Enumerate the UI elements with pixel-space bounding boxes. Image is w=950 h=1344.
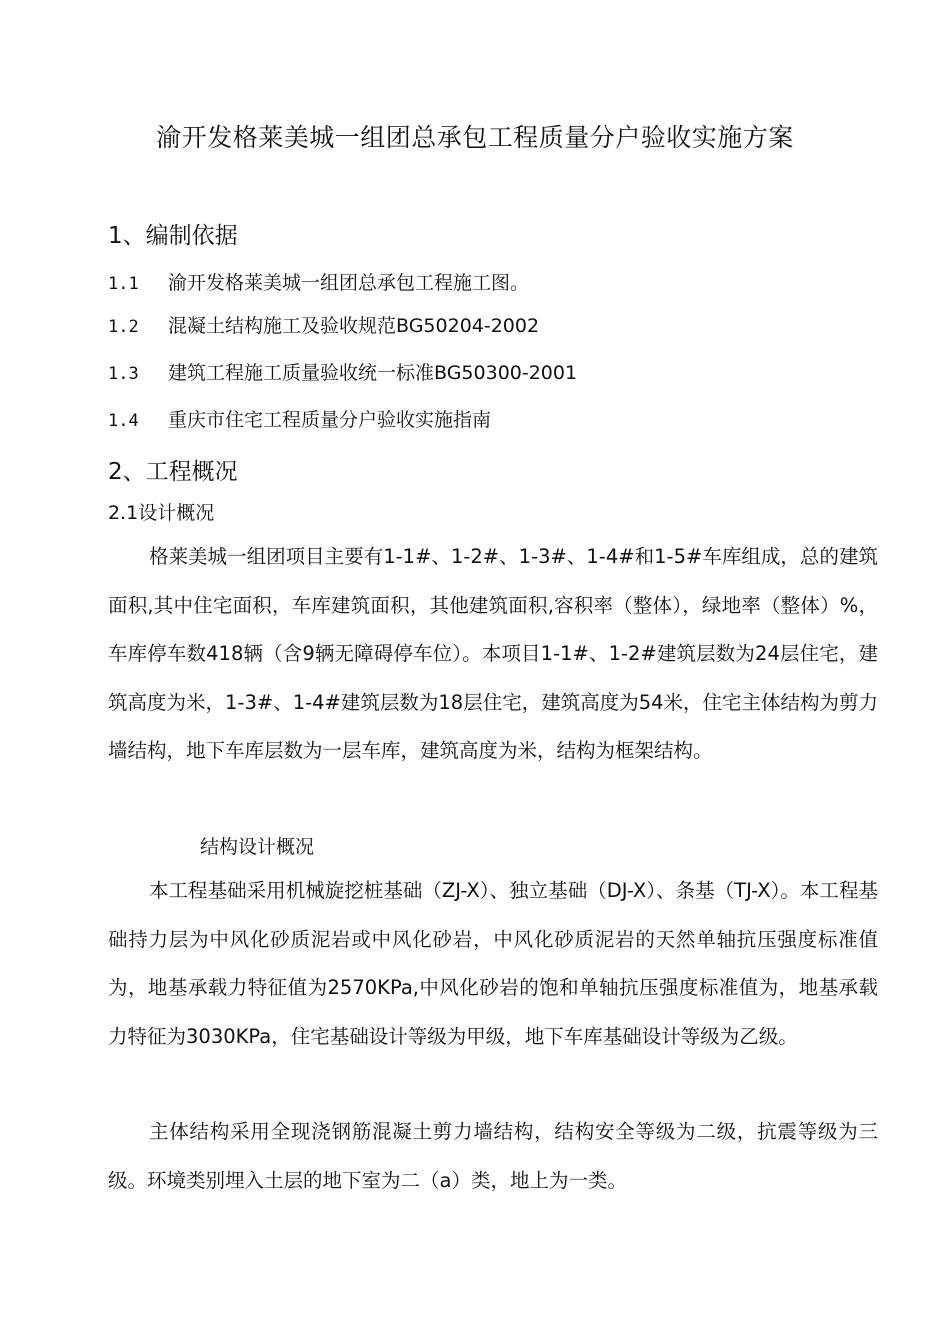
basis-item: [108, 268, 529, 295]
section-heading-basis: 1、编制依据: [108, 223, 238, 249]
subsection-heading-structure: 结构设计概况: [200, 836, 315, 858]
paragraph-main-structure: 主体结构采用全现浇钢筋混凝土剪力墙结构，结构安全等级为二级，抗震等级为三级。环境类别埋入土层的地下室为二（a）类，地上为一类。: [108, 1120, 878, 1192]
document-title: 渝开发格莱美城一组团总承包工程质量分户验收实施方案: [156, 123, 794, 152]
paragraph-project-overview: 格莱美城一组团项目主要有1-1#、1-2#、1-3#、1-4#和1-5#车库组成，总的建筑面积,其中住宅面积，车库建筑面积，其他建筑面积,容积率（整体），绿地率（整体）%，车库停车数418辆（含9辆无障碍停车位）。本项目1-1#、1-2#建筑层数为24层住宅，建筑高度为米，1-3#、1-4#建筑层数为18层住宅，建筑高度为54米，住宅主体结构为剪力墙结构，地下车库层数为一层车库，建筑高度为米，结构为框架结构。: [108, 545, 879, 763]
basis-item-text: 重庆市住宅工程质量分户验收实施指南: [168, 409, 492, 431]
paragraph-foundation: 本工程基础采用机械旋挖桩基础（ZJ-X）、独立基础（DJ-X）、条基（TJ-X）。本工程基础持力层为中风化砂质泥岩或中风化砂岩，中风化砂质泥岩的天然单轴抗压强度标准值为，地基承载力特征值为2570KPa,中风化砂岩的饱和单轴抗压强度标准值为，地基承载力特征为3030KPa，住宅基础设计等级为甲级，地下车库基础设计等级为乙级。: [108, 879, 878, 1048]
basis-item-text: 渝开发格莱美城一组团总承包工程施工图。: [168, 272, 530, 294]
basis-item-text: 混凝土结构施工及验收规范BG50204-2002: [168, 315, 540, 337]
basis-item-number: 1.3: [108, 364, 139, 384]
basis-item: [108, 358, 577, 385]
basis-item-number: 1.2: [108, 317, 139, 337]
basis-item: [108, 405, 491, 432]
basis-item-text: 建筑工程施工质量验收统一标准BG50300-2001: [168, 362, 578, 384]
subsection-heading-design: 2.1设计概况: [108, 502, 215, 524]
basis-item: [108, 311, 539, 338]
basis-item-number: 1.1: [108, 274, 139, 294]
basis-item-number: 1.4: [108, 411, 139, 431]
section-heading-overview: 2、工程概况: [108, 459, 238, 485]
